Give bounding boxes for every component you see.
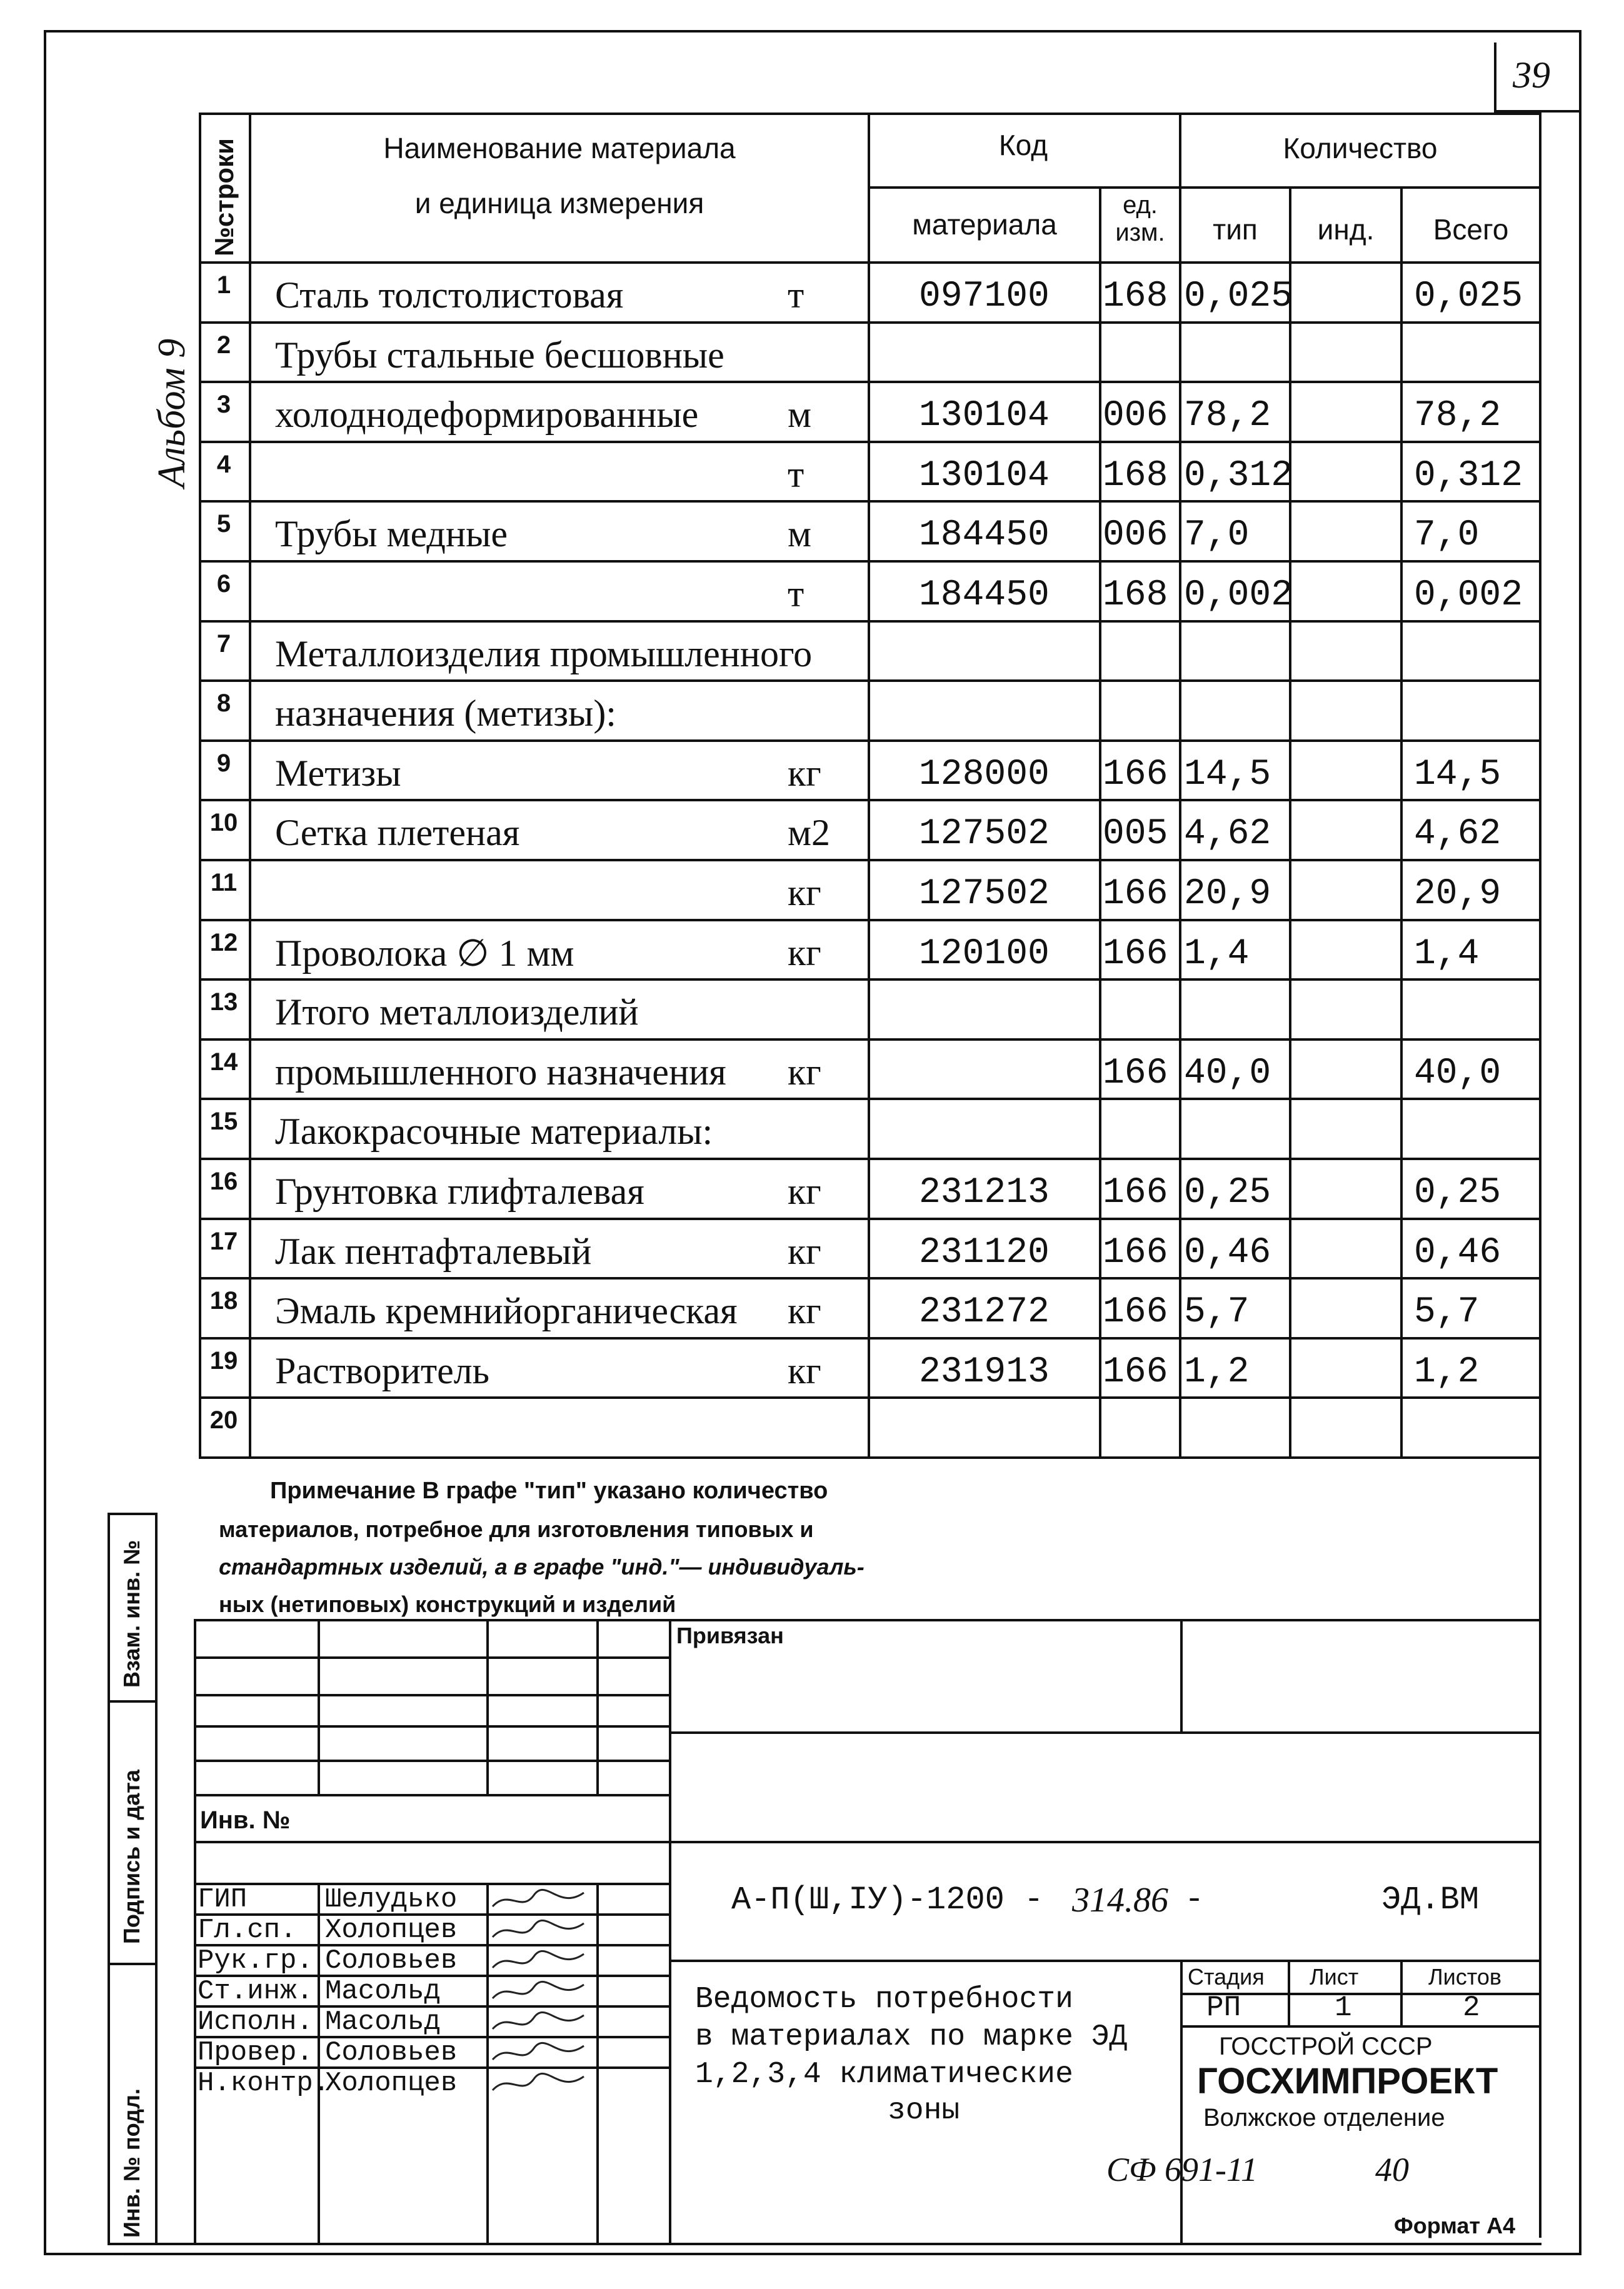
row-number: 4 [216, 450, 231, 478]
unit-label: кг [788, 1171, 821, 1212]
qty-total: 0,002 [1414, 575, 1523, 616]
qty-type: 0,002 [1184, 575, 1293, 616]
stamp-left [194, 1619, 196, 2243]
material-name: Сталь толстолистовая [275, 274, 624, 316]
stage-row-2 [1180, 2025, 1541, 2028]
row-number: 18 [209, 1287, 238, 1315]
unit-code: 166 [1103, 933, 1168, 974]
signature-scribble [490, 2010, 590, 2037]
material-name: Лак пентафталевый [275, 1230, 592, 1272]
row-number: 16 [209, 1168, 238, 1195]
note-line-1: Примечание В графе "тип" указано количество [270, 1478, 828, 1504]
stamp-person-name: Соловьев [325, 2037, 458, 2068]
qty-total: 0,46 [1414, 1232, 1501, 1273]
designation-prefix: А-П(Ш,IУ)-1200 - [731, 1881, 1044, 1918]
side-label-vzam: Взам. инв. № [119, 1540, 144, 1688]
stamp-row-6 [194, 1841, 1541, 1843]
sheets-label: Листов [1428, 1964, 1501, 1990]
qty-type: 14,5 [1184, 754, 1271, 795]
col-divider-code [868, 113, 870, 1456]
stamp-bottom [108, 2243, 1541, 2245]
row-number: 13 [209, 988, 238, 1016]
material-name: Грунтовка глифталевая [275, 1171, 644, 1212]
side-label-inv-podl: Инв. № подл. [119, 2088, 144, 2238]
row-separator [199, 381, 1541, 383]
unit-code: 168 [1103, 455, 1168, 496]
row-number: 2 [216, 331, 231, 359]
col-divider-rowno [249, 113, 251, 1456]
material-code: 184450 [919, 515, 1050, 556]
qty-type: 78,2 [1184, 396, 1271, 437]
material-name: Растворитель [275, 1350, 490, 1391]
stamp-col-1 [318, 1619, 320, 1794]
row-separator [199, 321, 1541, 324]
note-line-4: ных (нетиповых) конструкций и изделий [219, 1591, 676, 1617]
row-number: 17 [209, 1227, 238, 1255]
qty-type: 1,4 [1184, 933, 1250, 974]
unit-label: кг [788, 752, 821, 794]
row-separator [199, 441, 1541, 443]
unit-code: 166 [1103, 754, 1168, 795]
qty-type: 4,62 [1184, 814, 1271, 855]
side-label-podpis: Подпись и дата [119, 1770, 144, 1944]
header-code-material: материала [912, 208, 1057, 241]
row-separator [199, 799, 1541, 801]
org-line-2: ГОСХИМПРОЕКТ [1197, 2061, 1498, 2101]
qty-total: 7,0 [1414, 515, 1480, 556]
privyazan-label: Привязан [676, 1623, 784, 1648]
stamp-role: ГИП [198, 1884, 248, 1915]
unit-label: кг [788, 931, 821, 973]
unit-label: м [788, 513, 811, 555]
bottom-code-right: 40 [1375, 2151, 1409, 2188]
signature-scribble [490, 2041, 590, 2068]
title-line-1: Ведомость потребности [695, 1983, 1073, 2016]
qty-type: 0,312 [1184, 455, 1293, 496]
row-separator [199, 1158, 1541, 1160]
unit-code: 168 [1103, 575, 1168, 616]
row-separator [199, 859, 1541, 861]
header-name-2: и единица измерения [414, 187, 704, 219]
qty-total: 4,62 [1414, 814, 1501, 855]
material-name: Итого металлоизделий [275, 991, 639, 1033]
stage-col-2 [1400, 1960, 1403, 2025]
designation-hand: 314.86 [1072, 1881, 1168, 1920]
row-number: 20 [209, 1406, 238, 1435]
stamp-person-name: Шелудько [325, 1884, 458, 1915]
row-separator [199, 1396, 1541, 1399]
unit-code: 168 [1103, 276, 1168, 317]
row-separator [199, 978, 1541, 981]
stamp-role: Гл.сп. [198, 1915, 297, 1946]
note-line-3: стандартных изделий, а в графе "инд."— индивидуаль- [219, 1554, 865, 1580]
table-border-left [199, 113, 201, 1456]
stamp-role: Исполн. [198, 2006, 313, 2038]
people-col-divider [318, 1883, 320, 2243]
stamp-person-name: Холопцев [325, 2068, 458, 2099]
stage-col-1 [1288, 1960, 1290, 2025]
row-separator [199, 1337, 1541, 1340]
material-name: назначения (метизы): [275, 693, 616, 734]
unit-label: кг [788, 1230, 821, 1272]
material-name: Метизы [275, 752, 401, 794]
side-strip-left [108, 1513, 110, 2243]
stamp-row-2 [194, 1694, 669, 1696]
header-code-unit-2: изм. [1115, 219, 1165, 246]
row-number: 9 [216, 749, 231, 777]
side-strip-sep2 [108, 1963, 155, 1965]
col-divider-ind [1400, 186, 1403, 1456]
title-line-4: зоны [888, 2094, 960, 2128]
material-code: 128000 [919, 754, 1050, 795]
unit-code: 005 [1103, 814, 1168, 855]
material-name: Эмаль кремнийорганическая [275, 1290, 738, 1332]
stamp-top [194, 1619, 1541, 1621]
qty-type: 0,25 [1184, 1173, 1271, 1213]
unit-label: кг [788, 872, 821, 913]
material-code: 130104 [919, 396, 1050, 437]
stamp-role: Провер. [198, 2037, 313, 2068]
unit-code: 166 [1103, 1173, 1168, 1213]
stamp-row-5 [194, 1794, 669, 1796]
row-number: 6 [216, 570, 231, 598]
signature-scribble [490, 2071, 590, 2098]
stamp-col-2 [486, 1619, 489, 1794]
unit-label: м [788, 394, 811, 436]
row-number: 19 [209, 1346, 238, 1375]
inv-no-label: Инв. № [200, 1806, 291, 1834]
designation-bottom [669, 1960, 1541, 1962]
unit-label: т [788, 573, 804, 614]
row-separator [199, 1038, 1541, 1041]
unit-code: 006 [1103, 396, 1168, 437]
unit-label: т [788, 453, 804, 495]
row-number: 10 [209, 809, 238, 837]
material-name: Лакокрасочные материалы: [275, 1111, 713, 1153]
designation-suffix: - [1185, 1881, 1205, 1918]
stamp-row-4 [194, 1760, 669, 1762]
unit-label: т [788, 274, 804, 316]
row-number: 14 [209, 1048, 238, 1076]
material-code: 184450 [919, 575, 1050, 616]
stage-value: РП [1206, 1991, 1241, 2024]
unit-code: 166 [1103, 1053, 1168, 1094]
header-row-no: №строки [209, 138, 239, 256]
stamp-person-name: Соловьев [325, 1945, 458, 1976]
signature-scribble [490, 1980, 590, 2006]
row-number: 3 [216, 391, 231, 419]
header-name-1: Наименование материала [383, 132, 736, 164]
stamp-person-name: Холопцев [325, 1915, 458, 1946]
stamp-role: Н.контр. [198, 2068, 330, 2099]
qty-total: 40,0 [1414, 1053, 1501, 1094]
title-line-3: 1,2,3,4 климатические [695, 2058, 1073, 2091]
stamp-row-3 [194, 1725, 669, 1728]
format-label: Формат А4 [1394, 2213, 1516, 2238]
title-line-2: в материалах по марке ЭД [695, 2020, 1128, 2054]
qty-total: 5,7 [1414, 1292, 1480, 1333]
row-separator [199, 1098, 1541, 1100]
row-separator [199, 620, 1541, 623]
row-separator [199, 500, 1541, 503]
stamp-person-name: Масольд [325, 2006, 441, 2038]
page-number: 39 [1513, 54, 1550, 96]
stamp-row-1 [194, 1656, 669, 1659]
signature-scribble [490, 1888, 590, 1915]
qty-total: 0,312 [1414, 455, 1523, 496]
qty-total: 1,4 [1414, 933, 1480, 974]
material-code: 231913 [919, 1351, 1050, 1393]
signature-scribble [490, 1949, 590, 1976]
material-code: 231272 [919, 1292, 1050, 1333]
org-line-3: Волжское отделение [1203, 2104, 1445, 2131]
stamp-col-3 [596, 1619, 599, 1794]
qty-type: 0,46 [1184, 1232, 1271, 1273]
mark: ЭД.ВМ [1381, 1881, 1480, 1918]
row-separator [199, 560, 1541, 563]
privyazan-divider [1180, 1619, 1183, 1731]
unit-code: 166 [1103, 1232, 1168, 1273]
row-number: 5 [216, 510, 231, 538]
unit-label: кг [788, 1290, 821, 1332]
unit-label: м2 [788, 812, 830, 854]
material-name: промышленного назначения [275, 1051, 726, 1093]
row-separator [199, 1218, 1541, 1220]
unit-code: 166 [1103, 874, 1168, 914]
material-name: Металлоизделия промышленного [275, 633, 813, 674]
side-strip-right [155, 1513, 158, 2243]
privyazan-bottom [669, 1731, 1541, 1734]
qty-type: 40,0 [1184, 1053, 1271, 1094]
stage-block-left [1180, 1960, 1183, 2244]
header-code: Код [998, 129, 1048, 161]
material-code: 130104 [919, 455, 1050, 496]
header-q-ind: инд. [1317, 213, 1375, 246]
org-line-1: ГОССТРОЙ СССР [1219, 2033, 1433, 2060]
material-name: холоднодеформированные [275, 394, 699, 436]
unit-code: 166 [1103, 1292, 1168, 1333]
material-code: 120100 [919, 933, 1050, 974]
table-bottom [199, 1456, 1541, 1459]
qty-total: 78,2 [1414, 396, 1501, 437]
qty-total: 0,025 [1414, 276, 1523, 317]
material-code: 231213 [919, 1173, 1050, 1213]
header-code-unit-1: ед. [1123, 191, 1158, 219]
stamp-role: Рук.гр. [198, 1945, 313, 1976]
table-border-right [1539, 113, 1541, 2238]
row-number: 8 [216, 689, 231, 718]
side-strip-top [108, 1513, 155, 1515]
material-name: Проволока ∅ 1 мм [275, 932, 574, 974]
header-bottom [199, 261, 1541, 264]
table-top [199, 113, 1541, 115]
material-name: Трубы стальные бесшовные [275, 334, 724, 376]
header-q-total: Всего [1433, 213, 1509, 246]
row-number: 12 [209, 928, 238, 956]
header-q-type: тип [1213, 213, 1258, 246]
header-subline [868, 186, 1541, 189]
col-divider-unit [1099, 186, 1101, 1456]
row-number: 15 [209, 1108, 238, 1136]
stamp-col-4 [669, 1619, 671, 2244]
qty-type: 1,2 [1184, 1351, 1250, 1393]
header-quantity: Количество [1283, 132, 1438, 164]
material-code: 127502 [919, 874, 1050, 914]
sheets-value: 2 [1463, 1991, 1480, 2024]
unit-code: 006 [1103, 515, 1168, 556]
unit-label: кг [788, 1051, 821, 1093]
qty-type: 5,7 [1184, 1292, 1250, 1333]
col-divider-qty [1179, 113, 1181, 1456]
bottom-code-left: СФ 691-11 [1106, 2151, 1258, 2188]
material-code: 097100 [919, 276, 1050, 317]
row-separator [199, 739, 1541, 742]
qty-type: 20,9 [1184, 874, 1271, 914]
sheet-value: 1 [1335, 1991, 1352, 2024]
people-col-divider [596, 1883, 599, 2243]
qty-type: 7,0 [1184, 515, 1250, 556]
qty-total: 1,2 [1414, 1351, 1480, 1393]
material-name: Сетка плетеная [275, 812, 520, 854]
album-label: Альбом 9 [151, 338, 193, 488]
side-strip-sep1 [108, 1700, 155, 1703]
sheet-label: Лист [1310, 1964, 1359, 1990]
col-divider-type [1289, 186, 1291, 1456]
row-separator [199, 1277, 1541, 1280]
row-number: 11 [210, 869, 238, 896]
unit-label: кг [788, 1350, 821, 1391]
stamp-role: Ст.инж. [198, 1976, 313, 2007]
signature-scribble [490, 1918, 590, 1945]
material-code: 127502 [919, 814, 1050, 855]
material-code: 231120 [919, 1232, 1050, 1273]
qty-type: 0,025 [1184, 276, 1293, 317]
row-number: 7 [216, 629, 231, 658]
qty-total: 20,9 [1414, 874, 1501, 914]
unit-code: 166 [1103, 1351, 1168, 1393]
stage-label: Стадия [1188, 1964, 1265, 1990]
qty-total: 0,25 [1414, 1173, 1501, 1213]
row-separator [199, 679, 1541, 682]
people-col-divider [486, 1883, 489, 2243]
note-line-2: материалов, потребное для изготовления типовых и [219, 1516, 814, 1542]
row-separator [199, 919, 1541, 921]
stamp-person-name: Масольд [325, 1976, 441, 2007]
material-name: Трубы медные [275, 513, 508, 555]
row-number: 1 [216, 271, 231, 299]
qty-total: 14,5 [1414, 754, 1501, 795]
